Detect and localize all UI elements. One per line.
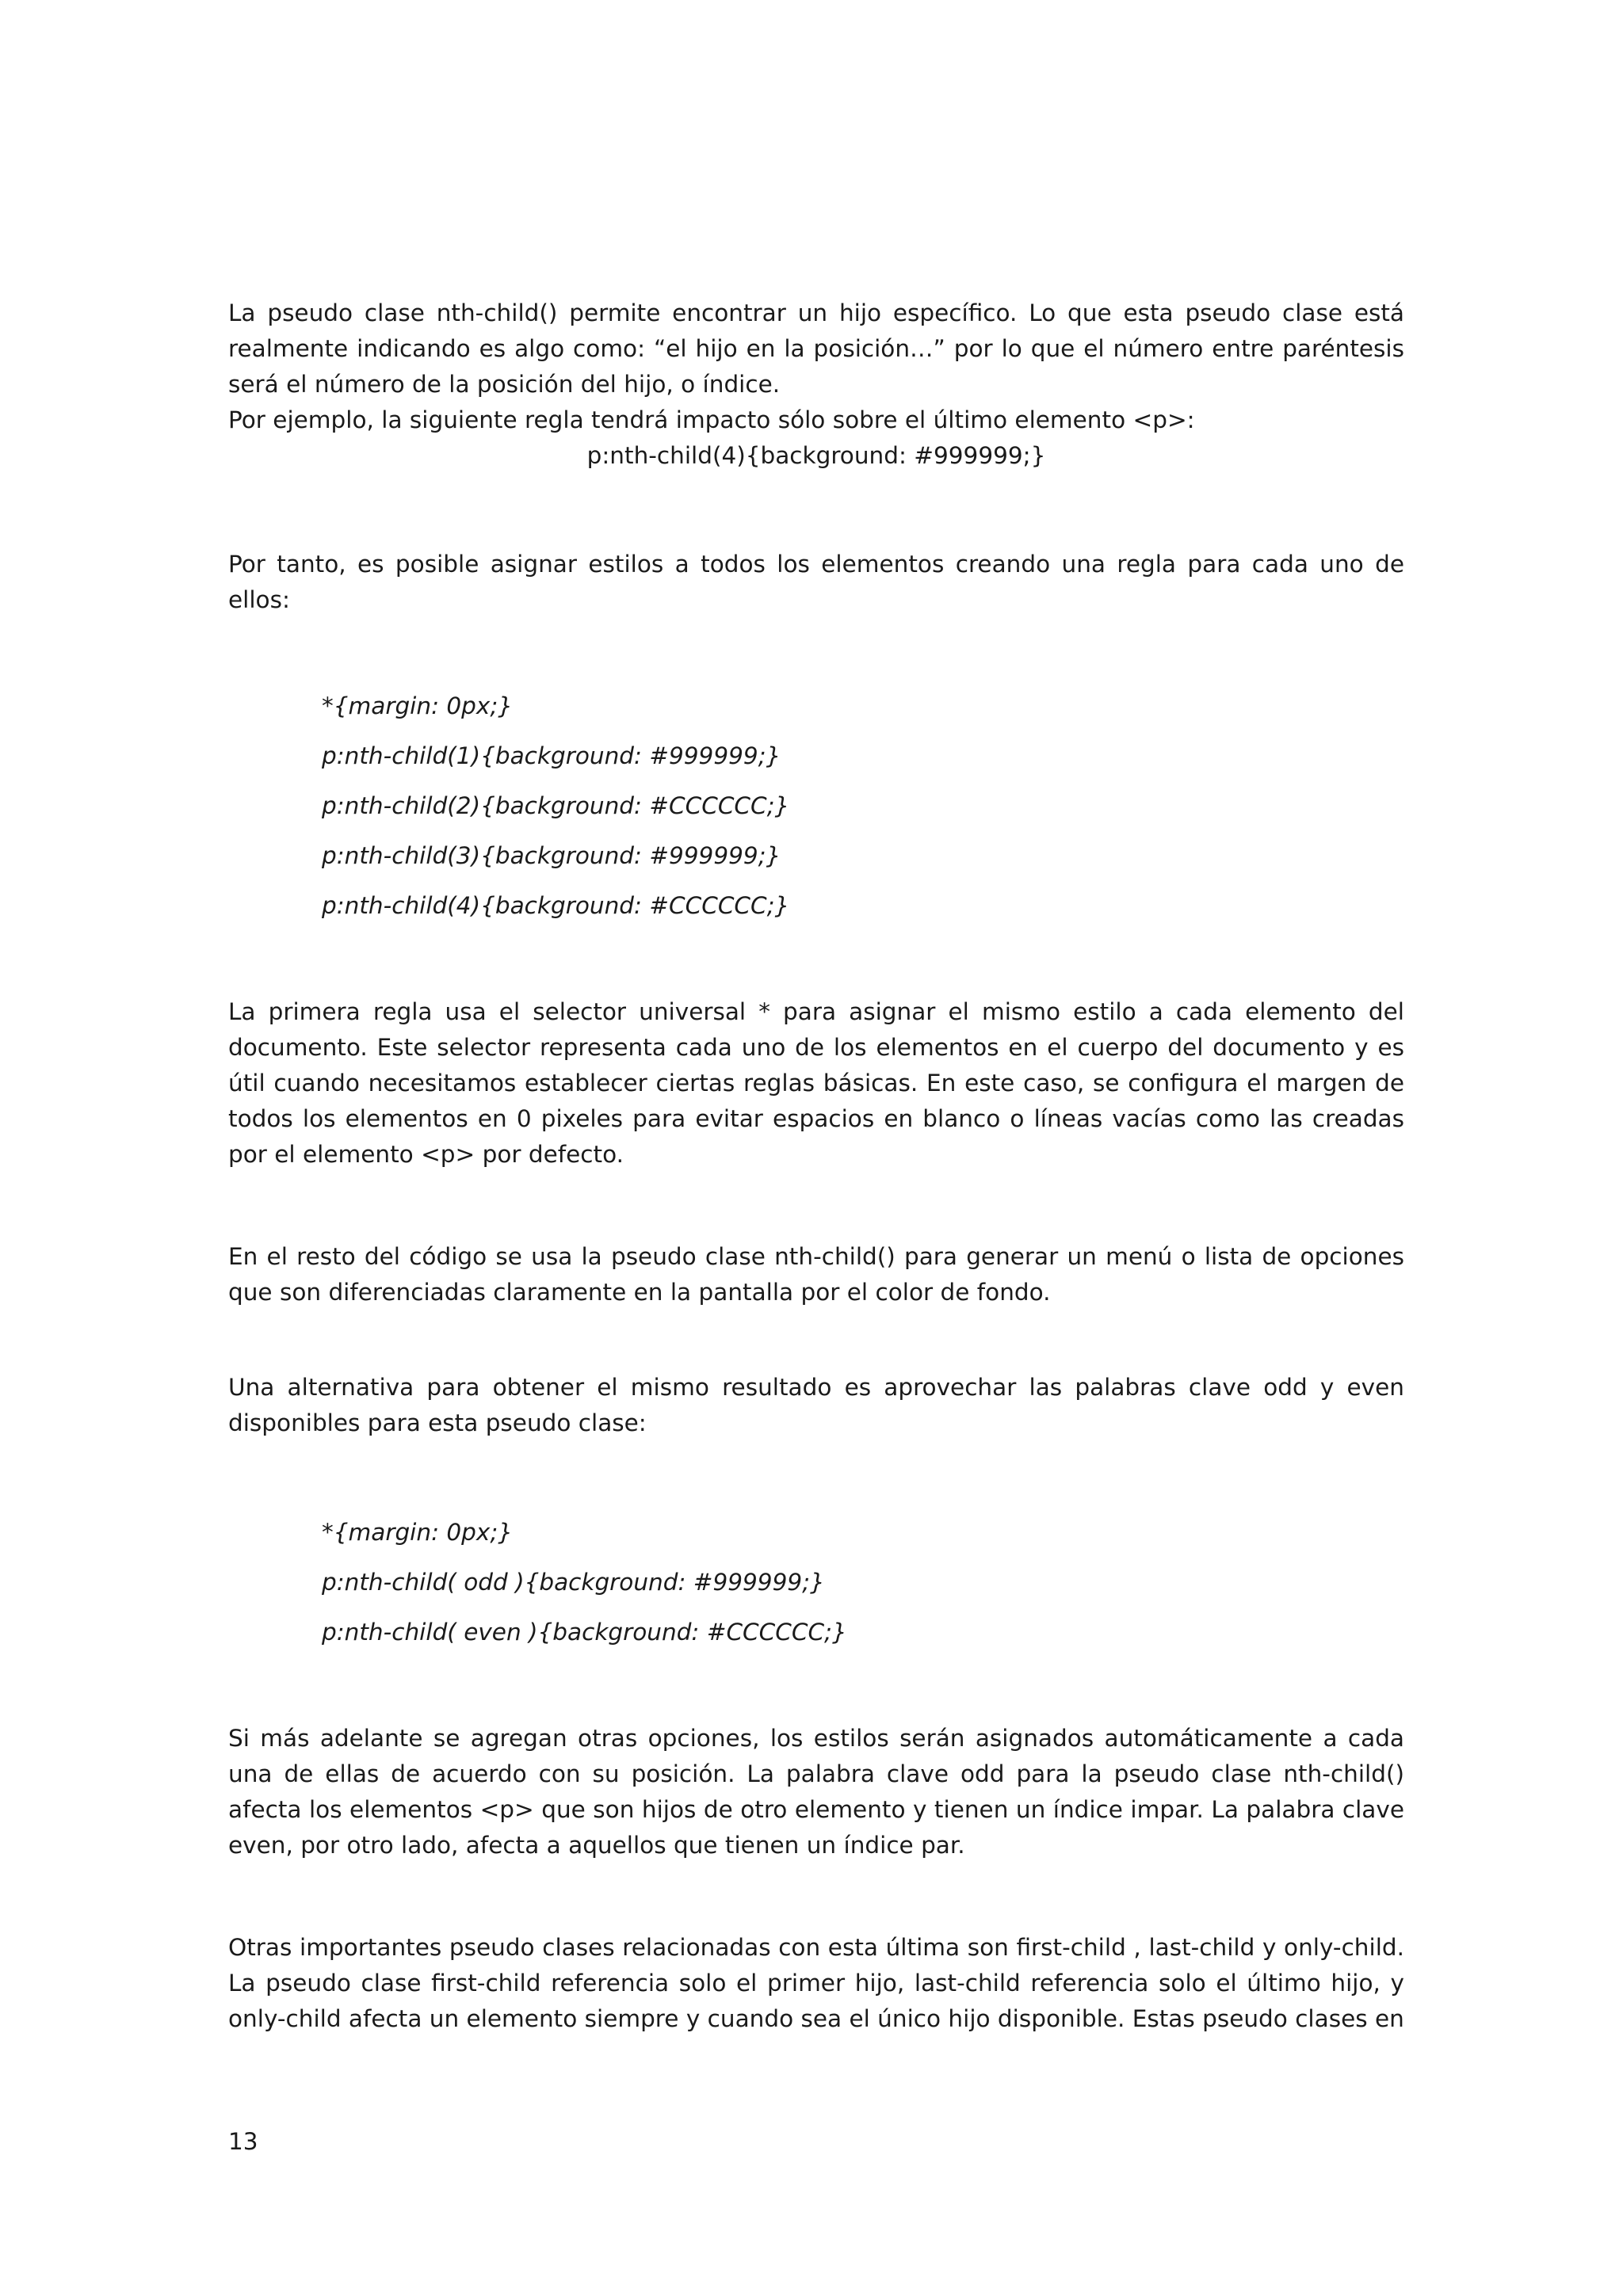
spacer bbox=[228, 1657, 1404, 1721]
page-content bbox=[228, 296, 1404, 2037]
spacer bbox=[228, 1173, 1404, 1239]
code-line: p:nth-child( odd ){background: #999999;} bbox=[322, 1569, 825, 1596]
spacer bbox=[228, 1441, 1404, 1508]
code-line: p:nth-child(1){background: #999999;} bbox=[322, 742, 781, 769]
spacer bbox=[228, 1310, 1404, 1370]
paragraph-intro: La pseudo clase nth-child() permite encontrar un hijo específico. Lo que esta pseudo clase está realmente indicando es algo como: “el hijo en la posición…” por lo que el número entre paréntesis será el número de la posición del hijo, o índice. bbox=[228, 299, 1404, 398]
code-block-odd-even bbox=[228, 1508, 1404, 1657]
code-line: p:nth-child(3){background: #999999;} bbox=[322, 842, 781, 869]
code-line: p:nth-child( even ){background: #CCCCCC;} bbox=[322, 1619, 847, 1646]
spacer bbox=[228, 931, 1404, 994]
paragraph-rest-of-code: En el resto del código se usa la pseudo clase nth-child() para generar un menú o lista de opciones que son diferenciadas claramente en la pantalla por el color de fondo. bbox=[228, 1243, 1404, 1306]
example-rule: p:nth-child(4){background: #999999;} bbox=[586, 442, 1046, 469]
spacer bbox=[228, 1863, 1404, 1930]
code-line: *{margin: 0px;} bbox=[322, 692, 514, 719]
paragraph-alternative: Una alternativa para obtener el mismo resultado es aprovechar las palabras clave odd y even disponibles para esta pseudo clase: bbox=[228, 1374, 1404, 1436]
code-block-nth-child bbox=[228, 681, 1404, 931]
code-line: *{margin: 0px;} bbox=[322, 1519, 514, 1546]
code-line: p:nth-child(4){background: #CCCCCC;} bbox=[322, 892, 790, 919]
page-number: 13 bbox=[228, 2128, 258, 2155]
code-line: p:nth-child(2){background: #CCCCCC;} bbox=[322, 792, 790, 819]
paragraph-other-pseudo: Otras importantes pseudo clases relacionadas con esta última son first-child , last-child y only-child. La pseudo clase first-child referencia solo el primer hijo, last-child referencia solo el último hijo, y only-child afecta un elemento siempre y cuando sea el único hijo disponible. Estas pseudo clases en bbox=[228, 1934, 1404, 2032]
spacer bbox=[228, 618, 1404, 681]
paragraph-odd-even: Si más adelante se agregan otras opciones, los estilos serán asignados automáticamente a cada una de ellas de acuerdo con su posición. La palabra clave odd para la pseudo clase nth-child() afecta los elementos <p> que son hijos de otro elemento y tienen un índice impar. La palabra clave even, por otro lado, afecta a aquellos que tienen un índice par. bbox=[228, 1725, 1404, 1859]
paragraph-universal-selector: La primera regla usa el selector universal * para asignar el mismo estilo a cada elemento del documento. Este selector representa cada uno de los elementos en el cuerpo del documento y es útil cuando necesitamos establecer ciertas reglas básicas. En este caso, se configura el margen de todos los elementos en 0 pixeles para evitar espacios en blanco o líneas vacías como las creadas por el elemento <p> por defecto. bbox=[228, 998, 1404, 1168]
paragraph-all-elements-lead: Por tanto, es posible asignar estilos a todos los elementos creando una regla para cada uno de ellos: bbox=[228, 551, 1404, 613]
paragraph-example-lead: Por ejemplo, la siguiente regla tendrá impacto sólo sobre el último elemento <p>: bbox=[228, 406, 1195, 433]
